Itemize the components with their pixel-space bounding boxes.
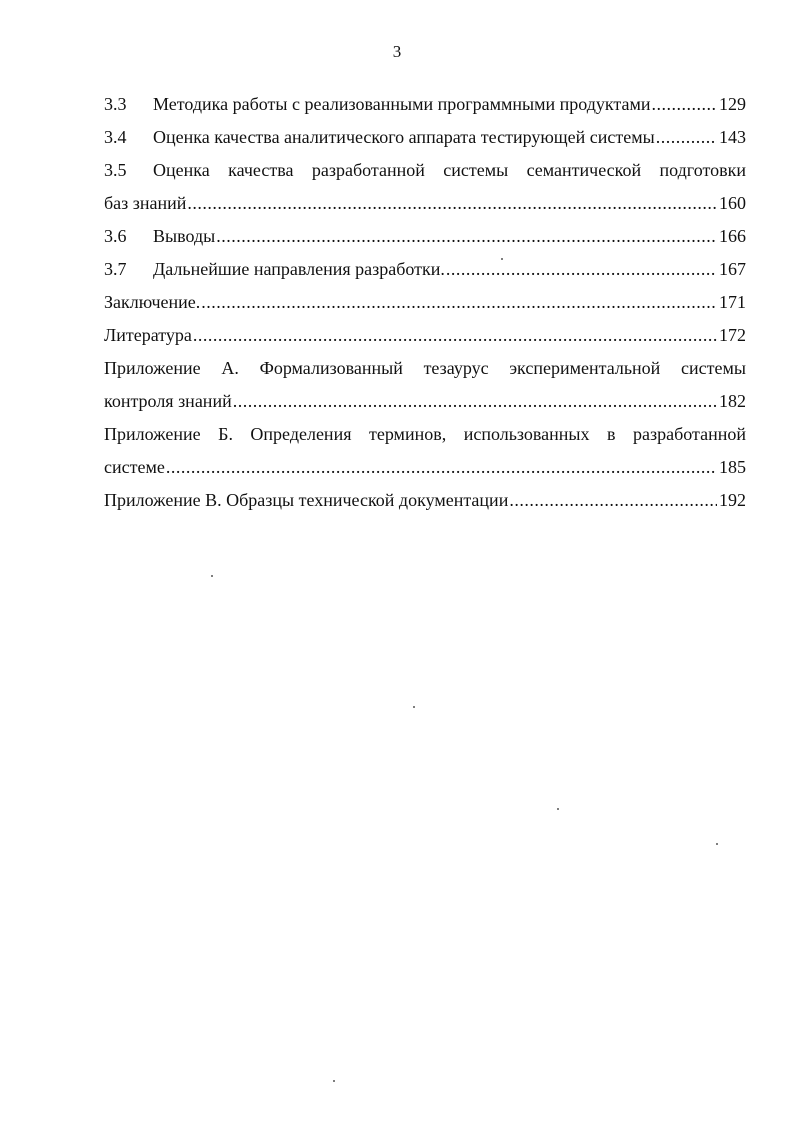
toc-entry-title-continued: баз знаний <box>104 193 187 213</box>
toc-entry-3-4 <box>104 121 746 154</box>
leader-dots <box>187 187 717 220</box>
toc-entry-page: 129 <box>719 94 746 114</box>
toc-entry-page: 185 <box>719 457 746 477</box>
toc-entry-page: 182 <box>719 391 746 411</box>
toc-entry-title: Заключение. <box>104 292 201 312</box>
toc-entry-title: Методика работы с реализованными программными продуктами <box>153 94 651 114</box>
toc-entry-title: Оценка качества разработанной системы семантической подготовки <box>153 160 746 180</box>
toc-entry-title: Оценка качества аналитического аппарата тестирующей системы <box>153 127 655 147</box>
toc-entry-title: Приложение Б. Определения терминов, использованных в разработанной <box>104 424 746 444</box>
leader-dots <box>216 220 717 253</box>
leader-dots <box>201 286 717 319</box>
toc-entry-appendix-v <box>104 484 746 517</box>
toc-entry-title: Литература <box>104 325 192 345</box>
toc-entry-number: 3.7 <box>104 259 127 279</box>
leader-dots <box>166 451 717 484</box>
leader-dots <box>656 121 717 154</box>
scan-speck <box>501 258 503 260</box>
toc-entry-appendix-b-line2 <box>104 451 746 484</box>
leader-dots <box>193 319 717 352</box>
table-of-contents <box>104 88 746 517</box>
scan-speck <box>413 706 415 708</box>
toc-entry-title: Приложение В. Образцы технической документации <box>104 490 509 510</box>
toc-entry-page: 192 <box>719 490 746 510</box>
toc-entry-title: Дальнейшие направления разработки. <box>153 259 445 279</box>
toc-entry-page: 166 <box>719 226 746 246</box>
toc-entry-number: 3.5 <box>104 160 127 180</box>
leader-dots <box>509 484 717 517</box>
toc-entry-number: 3.6 <box>104 226 127 246</box>
toc-entry-page: 167 <box>719 259 746 279</box>
leader-dots <box>233 385 717 418</box>
toc-entry-literature <box>104 319 746 352</box>
toc-entry-appendix-a-line2 <box>104 385 746 418</box>
toc-entry-conclusion <box>104 286 746 319</box>
toc-entry-page: 172 <box>719 325 746 345</box>
toc-entry-appendix-b-line1 <box>104 418 746 451</box>
toc-entry-3-5-line1 <box>104 154 746 187</box>
leader-dots <box>446 253 717 286</box>
toc-entry-number: 3.3 <box>104 94 127 114</box>
toc-entry-3-3 <box>104 88 746 121</box>
toc-entry-page: 143 <box>719 127 746 147</box>
scan-speck <box>557 808 559 810</box>
toc-entry-page: 171 <box>719 292 746 312</box>
toc-entry-3-7 <box>104 253 746 286</box>
toc-entry-number: 3.4 <box>104 127 127 147</box>
scan-speck <box>211 575 213 577</box>
toc-entry-3-5-line2 <box>104 187 746 220</box>
scan-speck <box>333 1080 335 1082</box>
toc-entry-title: Выводы <box>153 226 216 246</box>
toc-entry-title-continued: контроля знаний <box>104 391 232 411</box>
toc-entry-page: 160 <box>719 193 746 213</box>
toc-entry-appendix-a-line1 <box>104 352 746 385</box>
toc-entry-3-6 <box>104 220 746 253</box>
toc-entry-title-continued: системе <box>104 457 165 477</box>
toc-entry-title: Приложение А. Формализованный тезаурус экспериментальной системы <box>104 358 746 378</box>
scan-speck <box>716 843 718 845</box>
leader-dots <box>652 88 717 121</box>
page-number: 3 <box>392 42 402 61</box>
